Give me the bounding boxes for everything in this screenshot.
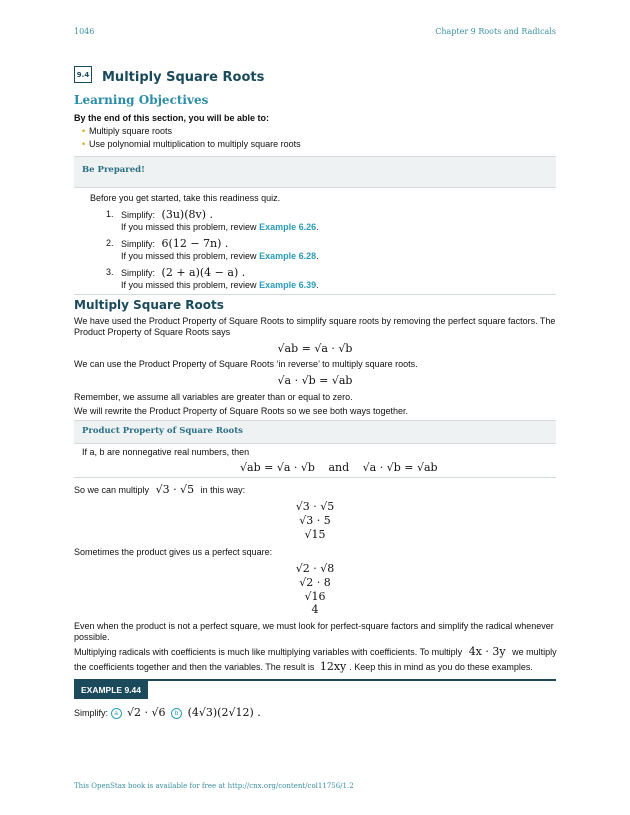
- quiz-item: 2.: [106, 238, 114, 248]
- equation: √a · √b = √ab: [277, 374, 353, 387]
- quiz-item-review: If you missed this problem, review Example 6.26.: [121, 222, 319, 232]
- paragraph: We can use the Product Property of Square Roots ‘in reverse’ to multiply square roots.: [74, 359, 418, 369]
- paragraph: Sometimes the product gives us a perfect square:: [74, 547, 273, 557]
- quiz-item-review: If you missed this problem, review Example 6.28.: [121, 251, 319, 261]
- part-a-marker: a: [111, 708, 122, 719]
- paragraph: Multiplying radicals with coefficients is much like multiplying variables with coefficients. To multiply 4x · 3y we multiply: [74, 645, 557, 658]
- chapter-title: Chapter 9 Roots and Radicals: [435, 27, 556, 36]
- step-line: √16: [304, 590, 326, 603]
- property-equation: √ab = √a · √b and √a · √b = √ab: [240, 461, 438, 474]
- paragraph: the coefficients together and then the variables. The result is 12xy . Keep this in mind as you do these examples.: [74, 660, 533, 673]
- equation: √ab = √a · √b: [277, 342, 353, 355]
- property-title: Product Property of Square Roots: [82, 426, 243, 436]
- footer-note: This OpenStax book is available for free at http://cnx.org/content/col11756/1.2: [74, 782, 354, 790]
- step-line: √15: [304, 528, 326, 541]
- box-divider: [74, 477, 556, 478]
- example-link[interactable]: Example 6.39: [259, 280, 317, 290]
- step-line: √2 · √8: [295, 562, 335, 575]
- quiz-item-review: If you missed this problem, review Example 6.39.: [121, 280, 319, 290]
- section-heading: Multiply Square Roots: [74, 298, 224, 312]
- example-link[interactable]: Example 6.26: [259, 222, 317, 232]
- property-text: If a, b are nonnegative real numbers, then: [82, 447, 250, 457]
- step-line: √3 · √5: [295, 500, 335, 513]
- be-prepared-header: [74, 156, 556, 188]
- bullet-icon: •: [82, 139, 86, 149]
- be-prepared-title: Be Prepared!: [82, 165, 145, 175]
- objectives-intro: By the end of this section, you will be able to:: [74, 113, 270, 123]
- objective-item: Use polynomial multiplication to multiply square roots: [89, 139, 301, 149]
- quiz-item-question: Simplify: (2 + a)(4 − a) .: [121, 266, 246, 279]
- example-link[interactable]: Example 6.28: [259, 251, 317, 261]
- step-line: √2 · 8: [299, 576, 331, 589]
- paragraph: Even when the product is not a perfect square, we must look for perfect-square factors and simplify the radical whenever: [74, 621, 554, 631]
- objective-item: Multiply square roots: [89, 126, 173, 136]
- part-b-marker: b: [171, 708, 182, 719]
- quiz-item: 3.: [106, 267, 114, 277]
- quiz-item: 1.: [106, 209, 114, 219]
- objectives-title: Learning Objectives: [74, 93, 209, 107]
- quiz-item-question: Simplify: 6(12 − 7n) .: [121, 237, 229, 250]
- step-line: 4: [311, 603, 319, 616]
- paragraph: Product Property of Square Roots says: [74, 327, 231, 337]
- page-number: 1046: [74, 27, 95, 36]
- example-problem: Simplify: a √2 · √6 b (4√3)(2√12) .: [74, 706, 261, 719]
- paragraph: possible.: [74, 632, 110, 642]
- paragraph: We have used the Product Property of Square Roots to simplify square roots by removing the perfect square factors. The: [74, 316, 556, 326]
- example-label: EXAMPLE 9.44: [74, 681, 148, 699]
- property-header: [74, 420, 556, 444]
- prepared-intro: Before you get started, take this readiness quiz.: [90, 193, 281, 203]
- bullet-icon: •: [82, 126, 86, 136]
- step-line: √3 · 5: [299, 514, 331, 527]
- section-number-box: 9.4: [74, 66, 92, 83]
- paragraph: Remember, we assume all variables are greater than or equal to zero.: [74, 392, 353, 402]
- quiz-item-question: Simplify: (3u)(8v) .: [121, 208, 213, 221]
- box-divider: [74, 294, 556, 295]
- paragraph: We will rewrite the Product Property of Square Roots so we see both ways together.: [74, 406, 408, 416]
- paragraph: So we can multiply √3 · √5 in this way:: [74, 483, 246, 496]
- section-title: Multiply Square Roots: [102, 70, 265, 85]
